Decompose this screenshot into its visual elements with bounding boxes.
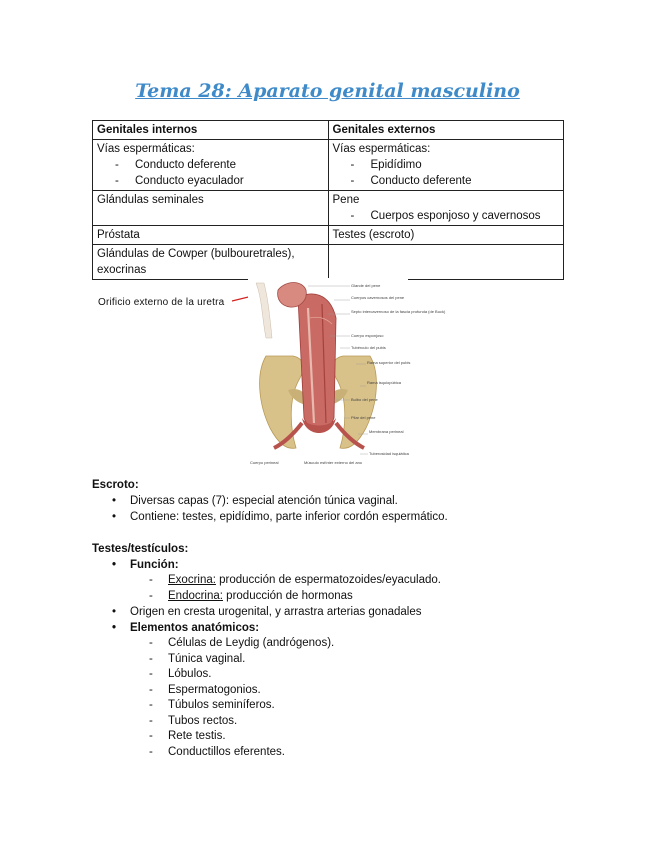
testes-section bbox=[92, 541, 572, 760]
figure-label: Bulbo del pene bbox=[351, 397, 378, 402]
cell-text: Vías espermáticas: bbox=[97, 143, 195, 155]
list-item: - Conductillos eferentes. bbox=[92, 745, 572, 761]
list-item: - Conducto eyaculador bbox=[97, 173, 324, 189]
figure-label: Membrana perineal bbox=[369, 429, 404, 434]
table-cell bbox=[328, 191, 564, 226]
genitals-table bbox=[92, 120, 564, 280]
figure-label: Cuerpos cavernosos del pene bbox=[351, 295, 405, 300]
cell-text: Pene bbox=[332, 194, 360, 206]
list-item: - Cuerpos esponjoso y cavernosos bbox=[333, 208, 560, 224]
list-item bbox=[92, 589, 572, 605]
table-header-externos: Genitales externos bbox=[328, 121, 564, 140]
escroto-list bbox=[92, 493, 572, 525]
page-title: Tema 28: Aparato genital masculino bbox=[135, 80, 520, 102]
table-cell bbox=[328, 140, 564, 191]
origen-item: • Origen en cresta urogenital, y arrastra arterias gonadales bbox=[92, 604, 572, 620]
table-cell: Próstata bbox=[93, 226, 329, 245]
list-item: - Epidídimo bbox=[333, 157, 560, 173]
elementos-sublist bbox=[92, 636, 572, 760]
testes-heading: Testes/testículos: bbox=[92, 543, 189, 555]
list-item: - Túnica vaginal. bbox=[92, 652, 572, 668]
list-item: • Contiene: testes, epidídimo, parte inferior cordón espermático. bbox=[92, 509, 572, 525]
table-cell bbox=[93, 140, 329, 191]
funcion-sublist bbox=[92, 573, 572, 604]
elementos-item bbox=[92, 620, 572, 636]
list-item: • Diversas capas (7): especial atención túnica vaginal. bbox=[92, 493, 572, 509]
funcion-item bbox=[92, 557, 572, 573]
table-row bbox=[93, 140, 564, 191]
table-row bbox=[93, 226, 564, 245]
term: Exocrina: bbox=[168, 574, 216, 586]
list-item bbox=[92, 573, 572, 589]
funcion-label: Función: bbox=[130, 559, 179, 571]
list-item: - Rete testis. bbox=[92, 729, 572, 745]
term: Endocrina: bbox=[168, 589, 223, 602]
list-item: - Conducto deferente bbox=[333, 173, 560, 189]
figure-label: Cuerpo esponjoso bbox=[351, 333, 384, 338]
table-row bbox=[93, 245, 564, 280]
figure-label: Pilar del pene bbox=[351, 415, 376, 420]
list-item: - Espermatogonios. bbox=[92, 683, 572, 699]
table-cell bbox=[328, 245, 564, 280]
table-header-internos: Genitales internos bbox=[93, 121, 329, 140]
figure-label: Rama superior del pubis bbox=[367, 360, 411, 365]
figure-label: Tubérculo del pubis bbox=[351, 345, 386, 350]
testes-list-2 bbox=[92, 604, 572, 636]
escroto-section bbox=[92, 477, 572, 525]
term-text: producción de hormonas bbox=[222, 589, 353, 602]
figure-label: Músculo esfínter externo del ano bbox=[304, 460, 363, 465]
figure-label: Glande del pene bbox=[351, 283, 381, 288]
table-header-row bbox=[93, 121, 564, 140]
figure-label: Rama isquiopúbica bbox=[367, 380, 402, 385]
table-row bbox=[93, 191, 564, 226]
table-cell: Glándulas de Cowper (bulbouretrales), exocrinas bbox=[93, 245, 329, 280]
elementos-label: Elementos anatómicos: bbox=[130, 622, 260, 634]
table-cell: Glándulas seminales bbox=[93, 191, 329, 226]
term-text: producción de espermatozoides/eyaculado. bbox=[215, 574, 441, 586]
list-item: - Células de Leydig (andrógenos). bbox=[92, 636, 572, 652]
figure-label: Septo intercavernoso de la fascia profunda (de Buck) bbox=[351, 309, 446, 314]
list-item: - Túbulos seminíferos. bbox=[92, 698, 572, 714]
list-item: - Tubos rectos. bbox=[92, 714, 572, 730]
escroto-heading: Escroto: bbox=[92, 479, 139, 491]
table-cell: Testes (escroto) bbox=[328, 226, 564, 245]
figure-label: Cuerpo perineal bbox=[250, 460, 279, 465]
anatomy-figure bbox=[248, 278, 446, 468]
cell-text: Vías espermáticas: bbox=[332, 143, 431, 155]
list-item: - Conducto deferente bbox=[97, 157, 324, 173]
list-item: - Lóbulos. bbox=[92, 667, 572, 683]
figure-label: Tuberosidad isquiática bbox=[369, 451, 409, 456]
figure-callout-label: Orificio externo de la uretra bbox=[98, 297, 225, 308]
testes-list bbox=[92, 557, 572, 573]
